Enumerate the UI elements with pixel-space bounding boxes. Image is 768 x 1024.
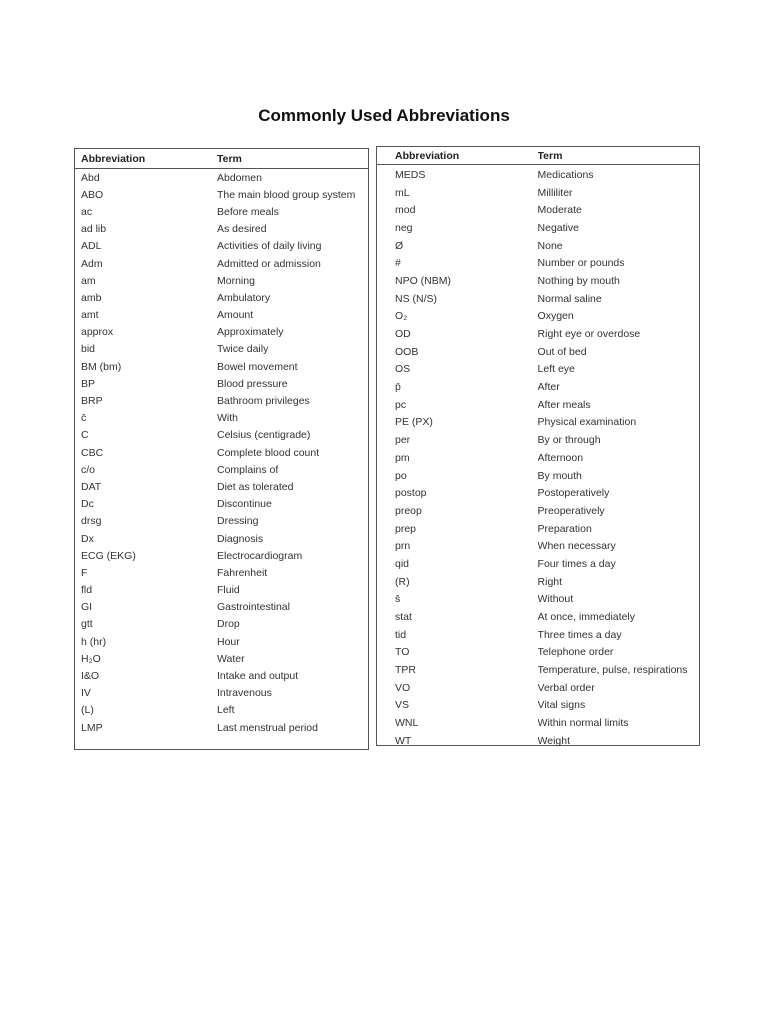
header-abbreviation: Abbreviation	[395, 149, 460, 162]
abbreviation-cell: c̄	[81, 412, 87, 425]
table-row	[75, 719, 368, 736]
term-cell: Electrocardiogram	[217, 549, 303, 562]
table-row	[75, 392, 368, 409]
abbreviation-cell: preop	[395, 504, 422, 517]
term-cell: By or through	[537, 434, 601, 447]
abbreviation-cell: MEDS	[395, 168, 426, 181]
term-cell: Diet as tolerated	[217, 480, 294, 493]
term-cell: Intake and output	[217, 670, 299, 683]
abbreviation-cell: Dx	[81, 532, 94, 545]
abbreviation-cell: TO	[395, 646, 410, 659]
term-cell: Left eye	[537, 363, 575, 376]
term-cell: Fluid	[217, 584, 240, 597]
table-row	[75, 530, 368, 547]
term-cell: Afternoon	[537, 451, 584, 464]
term-cell: None	[537, 239, 563, 252]
abbreviation-cell: OS	[395, 363, 411, 376]
table-row	[377, 325, 699, 343]
term-cell: Number or pounds	[537, 257, 625, 270]
abbreviation-cell: pc	[395, 398, 407, 411]
term-cell: Amount	[217, 309, 254, 322]
abbreviation-cell: Ø	[395, 239, 404, 252]
abbreviation-cell: CBC	[81, 446, 104, 459]
term-cell: Right	[537, 575, 563, 588]
term-cell: Drop	[217, 618, 240, 631]
table-row	[377, 732, 699, 750]
abbreviation-cell: BM (bm)	[81, 360, 122, 373]
abbreviation-cell: VO	[395, 681, 411, 694]
abbreviation-cell: LMP	[81, 721, 103, 734]
table-row	[377, 166, 699, 184]
term-cell: As desired	[217, 223, 267, 236]
table-row	[75, 410, 368, 427]
abbreviation-cell: tid	[395, 628, 407, 641]
table-row	[75, 341, 368, 358]
table-row	[75, 444, 368, 461]
table-row	[75, 633, 368, 650]
term-cell: Abdomen	[217, 171, 262, 184]
term-cell: Four times a day	[537, 557, 616, 570]
term-cell: Approximately	[217, 326, 284, 339]
term-cell: Admitted or admission	[217, 257, 321, 270]
term-cell: Before meals	[217, 205, 279, 218]
abbreviation-cell: amt	[81, 309, 99, 322]
table-row	[75, 169, 368, 186]
abbreviation-cell: Abd	[81, 171, 100, 184]
table-row	[377, 537, 699, 555]
abbreviation-cell: po	[395, 469, 407, 482]
abbreviation-cell: stat	[395, 611, 412, 624]
table-row	[377, 502, 699, 520]
term-cell: Water	[217, 652, 245, 665]
abbreviation-cell: ac	[81, 205, 93, 218]
table-header	[75, 149, 368, 169]
table-row	[75, 667, 368, 684]
abbreviation-cell: H₂O	[81, 652, 101, 665]
abbreviation-cell: #	[395, 257, 401, 270]
table-row	[377, 679, 699, 697]
term-cell: Telephone order	[537, 646, 614, 659]
table-row	[377, 201, 699, 219]
term-cell: At once, immediately	[537, 611, 635, 624]
term-cell: Discontinue	[217, 498, 272, 511]
term-cell: Preparation	[537, 522, 592, 535]
term-cell: Without	[537, 593, 574, 606]
term-cell: Three times a day	[537, 628, 622, 641]
abbreviation-cell: gtt	[81, 618, 93, 631]
term-cell: Celsius (centigrade)	[217, 429, 311, 442]
term-cell: After meals	[537, 398, 591, 411]
table-row	[75, 461, 368, 478]
abbreviation-cell: GI	[81, 601, 93, 614]
header-abbreviation: Abbreviation	[81, 152, 146, 165]
abbreviation-cell: bid	[81, 343, 96, 356]
table-row	[377, 378, 699, 396]
abbreviation-cell: drsg	[81, 515, 102, 528]
abbreviation-cell: c/o	[81, 463, 96, 476]
abbreviation-cell: fld	[81, 584, 93, 597]
term-cell: Blood pressure	[217, 377, 288, 390]
table-header	[377, 147, 699, 165]
header-term: Term	[537, 149, 563, 162]
table-row	[75, 238, 368, 255]
table-row	[75, 599, 368, 616]
term-cell: Weight	[537, 734, 571, 747]
abbreviation-cell: NPO (NBM)	[395, 274, 451, 287]
term-cell: Moderate	[537, 204, 582, 217]
header-term: Term	[217, 152, 242, 165]
term-cell: Twice daily	[217, 343, 269, 356]
term-cell: Diagnosis	[217, 532, 264, 545]
abbreviation-cell: TPR	[395, 664, 416, 677]
page-title: Commonly Used Abbreviations	[258, 106, 510, 125]
term-cell: With	[217, 412, 238, 425]
table-row	[75, 564, 368, 581]
term-cell: Out of bed	[537, 345, 587, 358]
table-row	[377, 467, 699, 485]
table-row	[75, 324, 368, 341]
term-cell: Medications	[537, 168, 594, 181]
abbreviation-cell: prn	[395, 540, 411, 553]
abbreviation-cell: (R)	[395, 575, 410, 588]
table-row	[377, 308, 699, 326]
term-cell: Negative	[537, 221, 579, 234]
abbreviation-cell: WT	[395, 734, 412, 747]
abbreviation-cell: OD	[395, 328, 411, 341]
abbreviation-cell: F	[81, 566, 88, 579]
abbreviation-cell: BP	[81, 377, 96, 390]
term-cell: Intravenous	[217, 687, 272, 700]
term-cell: Last menstrual period	[217, 721, 318, 734]
term-cell: Gastrointestinal	[217, 601, 290, 614]
abbreviation-cell: OOB	[395, 345, 419, 358]
table-row	[377, 219, 699, 237]
abbreviation-cell: pm	[395, 451, 410, 464]
abbreviation-cell: amb	[81, 291, 102, 304]
abbreviation-cell: (L)	[81, 704, 94, 717]
table-row	[377, 608, 699, 626]
term-cell: Within normal limits	[537, 717, 629, 730]
table-row	[75, 203, 368, 220]
term-cell: Activities of daily living	[217, 240, 322, 253]
table-row	[377, 697, 699, 715]
term-cell: Right eye or overdose	[537, 328, 641, 341]
term-cell: Hour	[217, 635, 240, 648]
table-row	[377, 484, 699, 502]
table-row	[377, 714, 699, 732]
term-cell: Oxygen	[537, 310, 574, 323]
term-cell: Bowel movement	[217, 360, 298, 373]
abbreviation-cell: ECG (EKG)	[81, 549, 136, 562]
table-row	[377, 396, 699, 414]
term-cell: Dressing	[217, 515, 259, 528]
table-row	[75, 616, 368, 633]
table-row	[75, 358, 368, 375]
term-cell: Complains of	[217, 463, 279, 476]
table-row	[377, 414, 699, 432]
table-row	[75, 272, 368, 289]
abbreviation-cell: VS	[395, 699, 410, 712]
term-cell: Postoperatively	[537, 487, 610, 500]
term-cell: Milliliter	[537, 186, 573, 199]
abbreviation-cell: h (hr)	[81, 635, 107, 648]
abbreviation-cell: O₂	[395, 310, 408, 323]
abbreviations-table-right	[376, 146, 700, 746]
abbreviation-cell: ABO	[81, 188, 104, 201]
table-row	[377, 644, 699, 662]
abbreviation-cell: approx	[81, 326, 114, 339]
term-cell: Temperature, pulse, respirations	[537, 664, 688, 677]
table-row	[75, 289, 368, 306]
term-cell: Nothing by mouth	[537, 274, 620, 287]
table-row	[377, 343, 699, 361]
table-row	[75, 582, 368, 599]
term-cell: Physical examination	[537, 416, 637, 429]
abbreviation-cell: mod	[395, 204, 416, 217]
table-row	[377, 591, 699, 609]
table-row	[75, 702, 368, 719]
abbreviation-cell: I&O	[81, 670, 100, 683]
table-row	[377, 184, 699, 202]
table-row	[377, 290, 699, 308]
term-cell: Preoperatively	[537, 504, 605, 517]
table-row	[75, 221, 368, 238]
term-cell: Bathroom privileges	[217, 395, 310, 408]
abbreviation-cell: Dc	[81, 498, 94, 511]
table-row	[75, 427, 368, 444]
abbreviation-cell: neg	[395, 221, 413, 234]
abbreviation-cell: BRP	[81, 395, 103, 408]
abbreviation-cell: WNL	[395, 717, 419, 730]
table-row	[377, 555, 699, 573]
table-row	[75, 685, 368, 702]
table-row	[75, 496, 368, 513]
table-row	[75, 547, 368, 564]
abbreviation-cell: postop	[395, 487, 427, 500]
term-cell: When necessary	[537, 540, 616, 553]
table-row	[75, 478, 368, 495]
abbreviation-cell: ad lib	[81, 223, 107, 236]
abbreviation-cell: ADL	[81, 240, 102, 253]
abbreviation-cell: am	[81, 274, 96, 287]
abbreviation-cell: IV	[81, 687, 91, 700]
abbreviation-cell: qid	[395, 557, 410, 570]
term-cell: Morning	[217, 274, 255, 287]
table-row	[75, 513, 368, 530]
table-row	[377, 626, 699, 644]
table-row	[377, 361, 699, 379]
abbreviation-cell: prep	[395, 522, 417, 535]
table-row	[75, 375, 368, 392]
abbreviation-cell: per	[395, 434, 411, 447]
table-row	[377, 520, 699, 538]
term-cell: Vital signs	[537, 699, 586, 712]
table-row	[75, 186, 368, 203]
term-cell: Ambulatory	[217, 291, 271, 304]
abbreviation-cell: p̄	[395, 381, 401, 394]
term-cell: Fahrenheit	[217, 566, 268, 579]
table-row	[377, 254, 699, 272]
term-cell: Complete blood count	[217, 446, 320, 459]
term-cell: The main blood group system	[217, 188, 356, 201]
term-cell: By mouth	[537, 469, 582, 482]
table-row	[377, 661, 699, 679]
abbreviation-cell: PE (PX)	[395, 416, 433, 429]
term-cell: After	[537, 381, 560, 394]
term-cell: Normal saline	[537, 292, 602, 305]
abbreviation-cell: mL	[395, 186, 410, 199]
table-row	[377, 237, 699, 255]
abbreviation-cell: C	[81, 429, 89, 442]
term-cell: Verbal order	[537, 681, 595, 694]
table-row	[377, 573, 699, 591]
abbreviation-cell: DAT	[81, 480, 102, 493]
table-row	[75, 307, 368, 324]
abbreviation-cell: Adm	[81, 257, 103, 270]
table-row	[75, 650, 368, 667]
abbreviations-table-left	[74, 148, 369, 750]
table-row	[377, 272, 699, 290]
term-cell: Left	[217, 704, 235, 717]
table-row	[377, 431, 699, 449]
table-row	[377, 449, 699, 467]
abbreviation-cell: s̄	[395, 593, 401, 606]
table-row	[75, 255, 368, 272]
abbreviation-cell: NS (N/S)	[395, 292, 437, 305]
